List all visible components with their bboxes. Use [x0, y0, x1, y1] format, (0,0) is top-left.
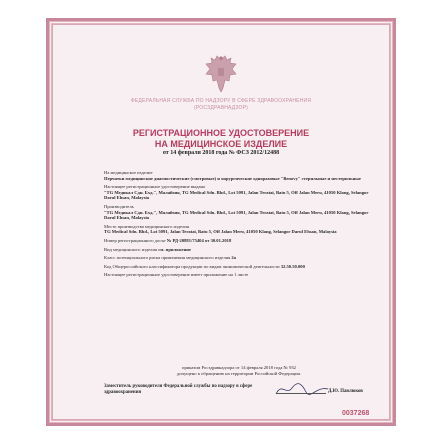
title-line-2: НА МЕДИЦИНСКОЕ ИЗДЕЛИЕ [154, 139, 288, 149]
issued-label: Настоящее регистрационное удостоверение выдано [104, 184, 206, 190]
device-label: На медицинское изделие [104, 170, 153, 175]
certificate-body [104, 170, 374, 281]
certificate-page [46, 18, 396, 426]
production-label: Место производства медицинского изделия [104, 223, 189, 229]
certificate-date-number: от 14 февраля 2018 года № ФСЗ 2012/12488 [162, 150, 280, 156]
double-headed-eagle-icon [203, 54, 239, 94]
signer-name: Д.Ю. Павлюков [328, 389, 363, 394]
type-label: Вид медицинского изделия [104, 246, 158, 252]
okp-label: Код Общероссийского классификатора продукции по видам экономической деятельности [104, 263, 280, 269]
serial-number: 0037268 [342, 410, 370, 417]
device-value: Перчатки медицинские диагностические (смотровые) и хирургические одноразовые "Benovy" стерильные и нестерильные [104, 175, 361, 181]
agency-line-1: ФЕДЕРАЛЬНАЯ СЛУЖБА ПО НАДЗОРУ В СФЕРЕ ЗДРАВООХРАНЕНИЯ [130, 98, 312, 104]
manufacturer-value: "TG Медикал Сдн. Бхд.", Малайзия, TG Medical Sdn. Bhd., Lot 5091, Jalan Teratai, Batu 5, Off Jalan Meru, 41050 Klang, Selangor Darul Ehsan, Malaysia [104, 209, 369, 221]
title-line-1: РЕГИСТРАЦИОННОЕ УДОСТОВЕРЕНИЕ [132, 128, 310, 138]
okp-value: 32.50.50.000 [280, 263, 305, 269]
signature-line [276, 393, 326, 394]
agency-line-2: (РОСЗДРАВНАДЗОР) [194, 105, 248, 111]
order-statement [104, 365, 374, 376]
risk-value: 2а [231, 255, 236, 261]
certificate-title [76, 128, 366, 150]
regfile-label: Номер регистрационного досье [104, 237, 166, 243]
order-line-1: приказом Росздравнадзора от 14 февраля 2018 года № 932 [182, 365, 296, 370]
order-line-2: допущено к обращению на территории Российской Федерации. [176, 370, 302, 376]
handwritten-signature-icon [272, 380, 332, 398]
type-value: см. приложение [158, 246, 191, 252]
agency-name [86, 98, 356, 112]
issued-value: "TG Медикал Сдн. Бхд.", Малайзия, TG Medical Sdn. Bhd., Lot 5091, Jalan Teratai, Batu 5, Off Jalan Meru, 41050 Klang, Selangor Darul Ehsan, Malaysia [104, 189, 369, 201]
regfile-value: № РД-20881/75404 от 30.01.2018 [166, 237, 232, 243]
manufacturer-label: Производитель [104, 203, 134, 209]
signer-position: Заместитель руководителя Федеральной службы по надзору в сфере здравоохранения [104, 384, 253, 395]
risk-label: Класс потенциального риска применения медицинского изделия [104, 255, 231, 261]
appendix-note: Настоящее регистрационное удостоверение имеет приложение на 1 листе [104, 272, 249, 278]
production-value: TG Medical Sdn. Bhd., Lot 5091, Jalan Teratai, Batu 5, Off Jalan Meru, 41050 Klang, Selangor Darul Ehsan, Malaysia [104, 229, 337, 235]
